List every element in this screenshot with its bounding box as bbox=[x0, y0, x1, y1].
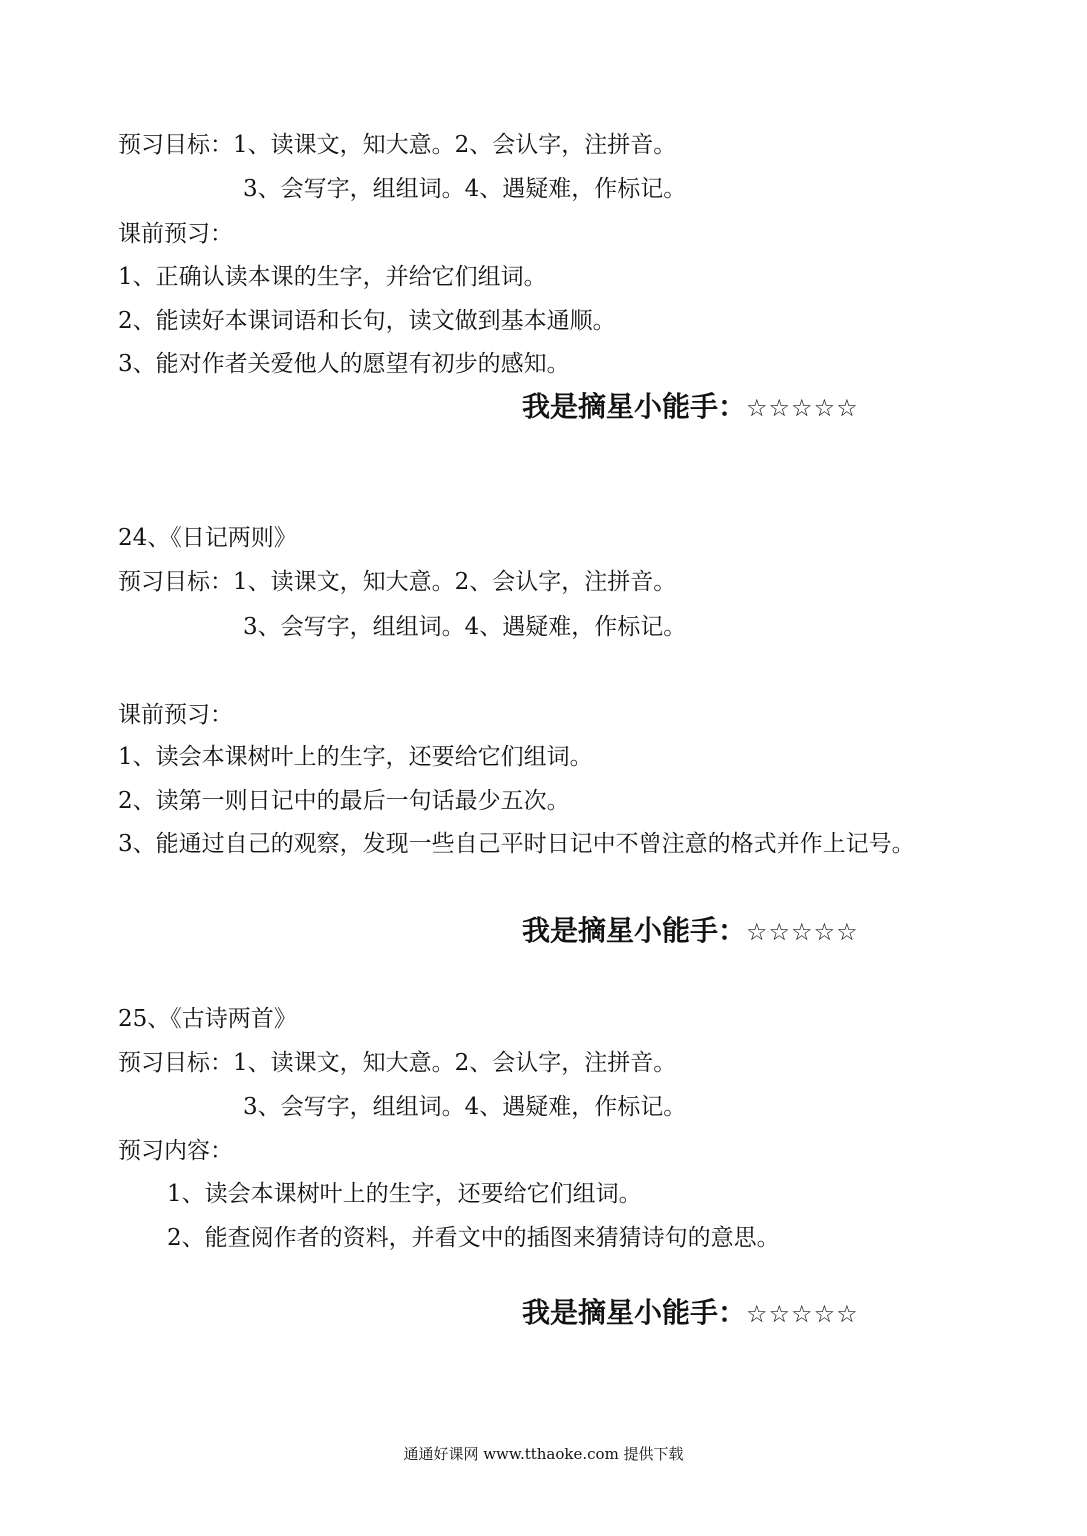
section0-heading: 课前预习： bbox=[118, 221, 233, 247]
section1-goal-line2: 3、会写字，组组词。4、遇疑难，作标记。 bbox=[243, 614, 687, 640]
section2-goal-line1: 预习目标：1、读课文，知大意。2、会认字，注拼音。 bbox=[118, 1050, 677, 1076]
section1-title: 24、《日记两则》 bbox=[118, 525, 297, 551]
page-footer: 通通好课网 www.tthaoke.com 提供下载 bbox=[403, 1445, 684, 1463]
section0-goal-line1: 预习目标：1、读课文，知大意。2、会认字，注拼音。 bbox=[118, 132, 677, 158]
section0-item-2: 2、能读好本课词语和长句，读文做到基本通顺。 bbox=[118, 308, 616, 334]
star-icons: ☆☆☆☆☆ bbox=[746, 1300, 859, 1328]
section0-goal-line2: 3、会写字，组组词。4、遇疑难，作标记。 bbox=[243, 176, 687, 202]
section2-item-2: 2、能查阅作者的资料，并看文中的插图来猜猜诗句的意思。 bbox=[167, 1225, 780, 1251]
section1-item-2: 2、读第一则日记中的最后一句话最少五次。 bbox=[118, 788, 570, 814]
star-rating-label: 我是摘星小能手： bbox=[522, 390, 747, 423]
section2-title: 25、《古诗两首》 bbox=[118, 1006, 297, 1032]
star-rating-label: 我是摘星小能手： bbox=[522, 1296, 747, 1329]
section0-item-1: 1、正确认读本课的生字，并给它们组词。 bbox=[118, 264, 547, 290]
section0-item-3: 3、能对作者关爱他人的愿望有初步的感知。 bbox=[118, 351, 570, 377]
section1-star-rating bbox=[522, 914, 859, 949]
section2-item-1: 1、读会本课树叶上的生字，还要给它们组词。 bbox=[167, 1181, 642, 1207]
section1-heading: 课前预习： bbox=[118, 702, 233, 728]
section1-goal-line1: 预习目标：1、读课文，知大意。2、会认字，注拼音。 bbox=[118, 569, 677, 595]
section1-item-1: 1、读会本课树叶上的生字，还要给它们组词。 bbox=[118, 744, 593, 770]
section0-star-rating bbox=[522, 390, 859, 425]
star-rating-label: 我是摘星小能手： bbox=[522, 914, 747, 947]
section2-star-rating bbox=[522, 1296, 859, 1331]
section1-item-3: 3、能通过自己的观察，发现一些自己平时日记中不曾注意的格式并作上记号。 bbox=[118, 831, 915, 857]
section2-goal-line2: 3、会写字，组组词。4、遇疑难，作标记。 bbox=[243, 1094, 687, 1120]
star-icons: ☆☆☆☆☆ bbox=[746, 394, 859, 422]
star-icons: ☆☆☆☆☆ bbox=[746, 918, 859, 946]
section2-heading: 预习内容： bbox=[118, 1138, 233, 1164]
